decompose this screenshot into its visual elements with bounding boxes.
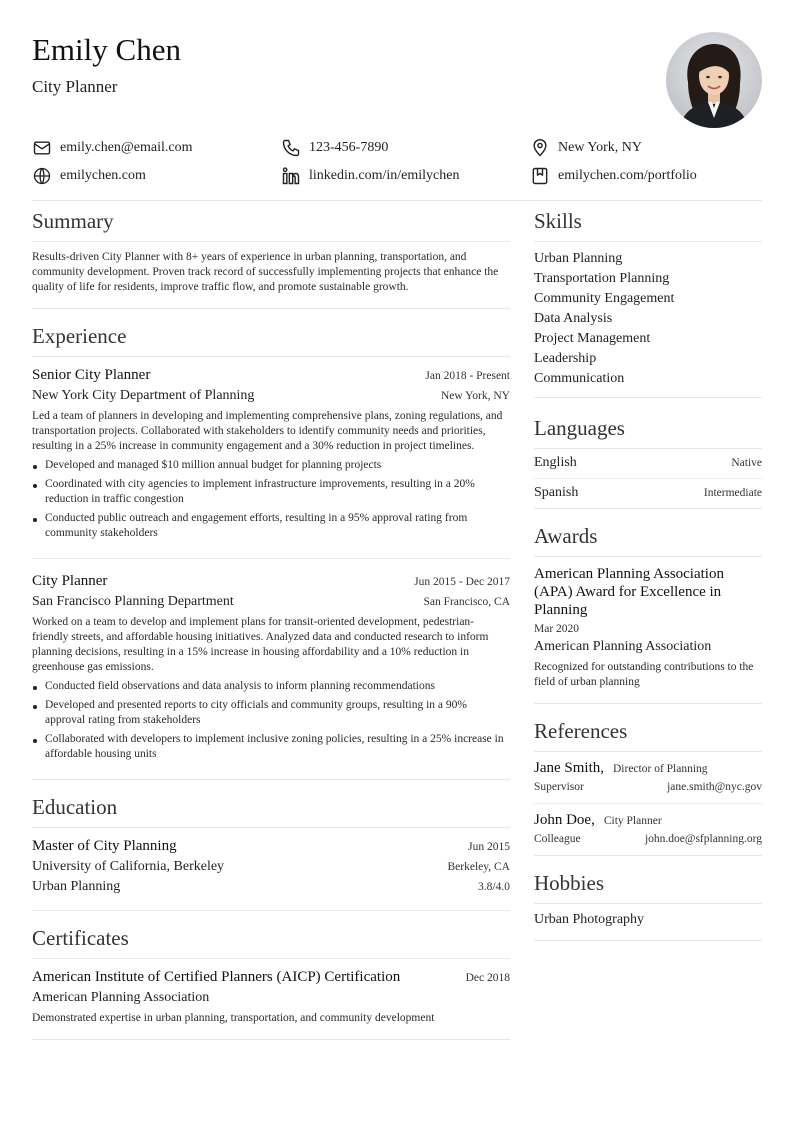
job-location: New York, NY (440, 390, 510, 402)
summary-heading: Summary (32, 208, 510, 242)
hobby-item: Urban Photography (534, 912, 645, 927)
certificate-org: American Planning Association (32, 990, 210, 1005)
main-column (32, 208, 510, 1040)
portfolio-contact[interactable] (530, 166, 697, 186)
job-bullet: Developed and presented reports to city officials and community groups, resulting in a 90% approval rating from stakeholders (32, 698, 510, 728)
reference-role: Director of Planning (613, 763, 708, 775)
email-contact[interactable] (32, 138, 281, 158)
gpa: 3.8/4.0 (478, 881, 510, 893)
language-name: English (534, 455, 577, 470)
job-bullet: Collaborated with developers to implement inclusive zoning policies, resulting in a 25% increase in affordable housing units (32, 732, 510, 762)
education-entry (32, 828, 510, 910)
certificates-heading: Certificates (32, 925, 510, 959)
reference-role: City Planner (603, 815, 662, 827)
awards-section (534, 523, 762, 704)
school-location: Berkeley, CA (447, 861, 510, 873)
website-contact[interactable] (32, 166, 281, 186)
candidate-name: Emily Chen (32, 32, 181, 67)
header-divider (32, 200, 762, 201)
certificates-section (32, 925, 510, 1040)
job-date: Jun 2015 - Dec 2017 (414, 576, 510, 588)
awards-heading: Awards (534, 523, 762, 557)
job-entry (32, 559, 510, 780)
education-date: Jun 2015 (468, 841, 510, 853)
languages-heading: Languages (534, 415, 762, 449)
references-section (534, 718, 762, 856)
contact-row-1 (32, 134, 762, 162)
resume-header (32, 30, 762, 130)
job-role: City Planner (32, 573, 108, 589)
language-name: Spanish (534, 485, 579, 500)
portfolio-text: emilychen.com/portfolio (558, 168, 697, 183)
job-bullet: Conducted field observations and data analysis to inform planning recommendations (32, 679, 510, 694)
job-bullet: Developed and managed $10 million annual budget for planning projects (32, 458, 510, 473)
reference-email[interactable]: john.doe@sfplanning.org (644, 833, 762, 845)
reference-email[interactable]: jane.smith@nyc.gov (667, 781, 762, 793)
bookmark-icon (530, 166, 550, 186)
skill-item: Project Management (534, 331, 651, 346)
skill-item: Data Analysis (534, 311, 613, 326)
summary-text: Results-driven City Planner with 8+ years of experience in urban planning, transportation, and community development. Proven track record of successfully implementing projects that enhance the quality of life for residents, improve traffic flow, and promote sustainable growth. (32, 251, 499, 293)
language-level: Intermediate (703, 487, 762, 499)
candidate-title: City Planner (32, 77, 118, 96)
certificate-entry (32, 959, 510, 1039)
hobbies-section (534, 870, 762, 941)
reference-relation: Supervisor (534, 781, 584, 793)
job-bullet: Coordinated with city agencies to implement infrastructure improvements, resulting in a 20% reduction in traffic congestion (32, 477, 510, 507)
profile-photo (666, 32, 762, 128)
job-bullet: Conducted public outreach and engagement efforts, resulting in a 95% approval rating from community stakeholders (32, 511, 510, 541)
skill-item: Community Engagement (534, 291, 675, 306)
references-heading: References (534, 718, 762, 752)
skill-item: Leadership (534, 351, 597, 366)
avatar (666, 32, 762, 128)
award-description: Recognized for outstanding contributions to the field of urban planning (534, 661, 754, 688)
hobbies-heading: Hobbies (534, 870, 762, 904)
reference-entry (534, 803, 762, 855)
certificate-description: Demonstrated expertise in urban planning, transportation, and community development (32, 1012, 435, 1024)
location-text: New York, NY (558, 140, 643, 155)
award-date: Mar 2020 (534, 623, 580, 635)
job-description: Worked on a team to develop and implement plans for transit-oriented development, pedestrian-friendly streets, and affordable housing initiatives. Analyzed data and conducted research to inform planning decisions, resulting in a 15% increase in housing affordability and a 10% reduction in greenhouse gas emissions. (32, 616, 489, 673)
website-text: emilychen.com (60, 168, 146, 183)
skill-item: Communication (534, 371, 625, 386)
job-entry (32, 357, 510, 559)
job-description: Led a team of planners in developing and implementing comprehensive plans, zoning regulations, and transportation projects. Collaborated with stakeholders to identify community needs and priorities, resulting in a 25% increase in community engagement and a 30% reduction in project timelines. (32, 410, 503, 452)
phone-text: 123-456-7890 (309, 140, 389, 155)
contact-info (32, 134, 762, 190)
job-bullets (32, 679, 510, 762)
experience-section (32, 323, 510, 780)
degree: Master of City Planning (32, 838, 177, 854)
linkedin-contact[interactable] (281, 166, 530, 186)
experience-heading: Experience (32, 323, 510, 357)
skills-list (534, 242, 762, 397)
side-column (534, 208, 762, 941)
job-date: Jan 2018 - Present (425, 370, 510, 382)
globe-icon (32, 166, 52, 186)
email-text: emily.chen@email.com (60, 140, 193, 155)
phone-contact[interactable] (281, 138, 530, 158)
skill-item: Transportation Planning (534, 271, 670, 286)
skills-heading: Skills (534, 208, 762, 242)
award-entry (534, 557, 762, 703)
award-name: American Planning Association (APA) Award for Excellence in Planning (534, 566, 724, 618)
education-section (32, 794, 510, 911)
job-location: San Francisco, CA (423, 596, 510, 608)
location-contact (530, 138, 642, 158)
field-of-study: Urban Planning (32, 879, 121, 894)
language-item (534, 478, 762, 508)
education-heading: Education (32, 794, 510, 828)
language-item (534, 449, 762, 478)
mail-icon (32, 138, 52, 158)
skills-section (534, 208, 762, 398)
language-level: Native (731, 457, 762, 469)
skill-item: Urban Planning (534, 251, 623, 266)
summary-section (32, 208, 510, 309)
linkedin-icon (281, 166, 301, 186)
school: University of California, Berkeley (32, 859, 225, 874)
languages-section (534, 415, 762, 509)
job-bullets (32, 458, 510, 541)
job-role: Senior City Planner (32, 367, 151, 383)
map-pin-icon (530, 138, 550, 158)
phone-icon (281, 138, 301, 158)
job-organization: New York City Department of Planning (32, 388, 255, 403)
certificate-name: American Institute of Certified Planners (AICP) Certification (32, 969, 401, 985)
reference-name: John Doe, (534, 812, 595, 828)
reference-relation: Colleague (534, 833, 581, 845)
certificate-date: Dec 2018 (465, 972, 510, 984)
award-org: American Planning Association (534, 639, 712, 654)
reference-entry (534, 752, 762, 803)
reference-name: Jane Smith, (534, 760, 604, 776)
job-organization: San Francisco Planning Department (32, 594, 234, 609)
contact-row-2 (32, 162, 762, 190)
linkedin-text: linkedin.com/in/emilychen (309, 168, 460, 183)
